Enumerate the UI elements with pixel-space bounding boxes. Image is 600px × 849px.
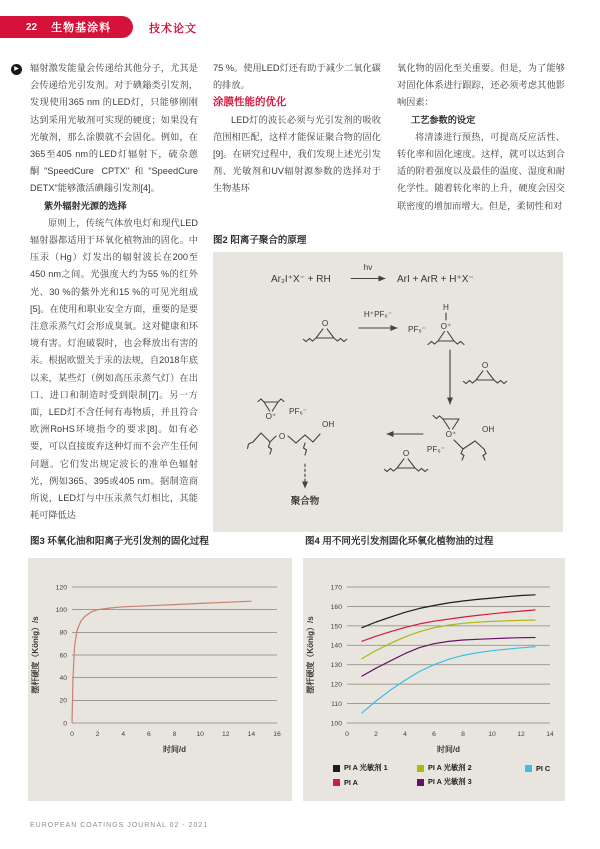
x-tick-label: 4 xyxy=(121,731,126,738)
paragraph: LED灯的波长必须与光引发剂的吸收范围相匹配，这样才能保证聚合物的固化[9]。在研究过程中，我们发现上述光引发剂、光敏剂和UV辐射源参数的选择对于生物基环 xyxy=(213,114,381,194)
y-tick-label: 20 xyxy=(59,697,67,705)
text-column-1 xyxy=(30,60,198,524)
y-tick-label: 100 xyxy=(55,607,67,615)
figure4-legend xyxy=(333,763,558,787)
legend-swatch xyxy=(417,779,424,786)
x-tick-label: 2 xyxy=(374,731,378,738)
paragraph: 辐射激发能量会传递给其他分子，尤其是会传递给光引发剂。对于碘鎓类引发剂，发现使用365 nm 的LED灯，只能够刚刚达到采用光敏剂可实现的硬度；如果没有光敏剂，那么涂膜就不会固化。例如，在365至405 nm的LED灯辐射下，硫杂蒽酮"SpeedCure CPTX"和"SpeedCure DETX"能够激活碘鎓引发剂[4]。 xyxy=(30,63,198,194)
legend-swatch xyxy=(525,765,532,772)
y-tick-label: 80 xyxy=(59,629,67,637)
subheading: 工艺参数的设定 xyxy=(411,114,476,125)
y-tick-label: 170 xyxy=(330,584,342,592)
text-column-3 xyxy=(397,60,565,215)
x-tick-label: 14 xyxy=(247,731,256,738)
protonated-epoxide-structure xyxy=(428,303,464,345)
series-line xyxy=(72,601,251,723)
x-tick-label: 4 xyxy=(403,731,407,738)
x-tick-label: 6 xyxy=(146,731,151,738)
paragraph: 原则上，传统气体放电灯和现代LED辐射器都适用于环氧化植物油的固化。中压汞（Hg）灯发出的辐射波长在200至450 nm之间。光强度大约为55 %的红外光、30 %的紫外光和15 %的可见光组成[5]。在使用和职业安全方面，重要的是要注意汞蒸气灯会形成臭氧。这对健康和环境有害。灯泡破裂时，也会释放出有害的汞。根据欧盟关于汞的法规，自2018年底以来，某些灯（例如高压汞蒸气灯）在出口、进口和制造时受到限制[7]。另一方面，LED灯不含任何有毒物质，并且符合欧洲RoHS环境指令的要求[8]。如有必要，可以直接废弃这种灯而不会产生任何问题。它们发出规定波长的准单色辐射光，例如365、395或405 nm。据制造商所说，LED灯与中压汞蒸气灯相比，其能耗可降低达 xyxy=(30,217,198,521)
y-tick-label: 40 xyxy=(59,675,67,683)
y-axis-label: 摆杆硬度（König）/s xyxy=(31,616,40,694)
y-axis-label: 摆杆硬度（König）/s xyxy=(306,616,315,694)
y-tick-label: 140 xyxy=(330,642,342,650)
legend-label: PI A xyxy=(344,777,358,787)
y-tick-label: 120 xyxy=(330,681,342,689)
section-heading: 涂膜性能的优化 xyxy=(213,96,287,109)
oh-label: OH xyxy=(482,425,495,434)
hpf6-label: H⁺PF₆⁻ xyxy=(363,310,393,319)
header-section-pill xyxy=(0,16,133,38)
y-tick-label: 0 xyxy=(63,720,67,728)
series-line xyxy=(362,638,536,677)
polymer-chain-structure xyxy=(248,399,335,455)
x-tick-label: 14 xyxy=(546,731,554,738)
atom-label-o-plus: O⁺ xyxy=(265,412,277,421)
legend-label: PI C xyxy=(536,763,551,773)
epoxide-structure xyxy=(463,361,507,384)
y-tick-label: 160 xyxy=(330,603,342,611)
y-tick-label: 100 xyxy=(330,720,342,728)
x-tick-label: 6 xyxy=(432,731,436,738)
atom-label-o-plus: O⁺ xyxy=(440,322,452,331)
y-tick-label: 60 xyxy=(59,652,67,660)
article-category: 技术论文 xyxy=(149,23,197,35)
x-tick-label: 2 xyxy=(95,731,100,738)
polymer-label: 聚合物 xyxy=(290,496,320,507)
x-tick-label: 12 xyxy=(221,731,230,738)
x-axis-label: 时间/d xyxy=(162,745,187,754)
figure4-line-chart xyxy=(303,558,565,760)
x-tick-label: 8 xyxy=(172,731,177,738)
equation-right: ArI + ArR + H⁺X⁻ xyxy=(397,274,474,285)
oxonium-intermediate-structure xyxy=(427,416,494,461)
figure3-caption: 图3 环氧化油和阳离子光引发剂的固化过程 xyxy=(30,536,209,547)
pf6-label: PF₆⁻ xyxy=(408,325,427,334)
legend-label: PI A 光敏剂 2 xyxy=(428,763,472,772)
paragraph: 75 %。使用LED灯还有助于减少二氧化碳的排放。 xyxy=(213,63,381,91)
legend-item xyxy=(333,763,417,773)
legend-item xyxy=(417,777,525,787)
y-tick-label: 130 xyxy=(330,662,342,670)
x-tick-label: 10 xyxy=(488,731,496,738)
atom-label-h: H xyxy=(443,303,449,312)
figure3-panel xyxy=(28,558,292,801)
y-tick-label: 110 xyxy=(331,700,342,708)
paragraph: 氧化物的固化至关重要。但是，为了能够对固化体系进行跟踪，还必须考虑其他影响因素： xyxy=(397,63,565,108)
equation-left: Ar₂I⁺X⁻ + RH xyxy=(271,274,331,285)
x-tick-label: 12 xyxy=(517,731,525,738)
figure3-line-chart xyxy=(28,558,292,801)
cationic-polymerization-scheme xyxy=(213,252,563,532)
legend-swatch xyxy=(333,779,340,786)
series-line xyxy=(362,595,536,628)
legend-label: PI A 光敏剂 1 xyxy=(344,763,388,772)
continued-arrow-icon: ▶ xyxy=(11,64,22,75)
text-column-2 xyxy=(213,60,381,198)
pf6-label: PF₆⁻ xyxy=(289,407,308,416)
x-axis-label: 时间/d xyxy=(436,745,461,754)
figure2-caption: 图2 阳离子聚合的原理 xyxy=(213,235,307,246)
epoxide-structure xyxy=(384,449,428,472)
legend-swatch xyxy=(333,765,340,772)
x-tick-label: 0 xyxy=(345,731,349,738)
legend-item xyxy=(417,763,525,773)
legend-label: PI A 光敏剂 3 xyxy=(428,777,472,786)
oh-label: OH xyxy=(322,420,335,429)
y-tick-label: 120 xyxy=(55,584,67,592)
y-tick-label: 150 xyxy=(330,623,342,631)
page-number: 22 xyxy=(26,21,38,33)
hv-label: hv xyxy=(363,263,373,272)
atom-label-o-plus: O⁺ xyxy=(445,430,457,439)
pf6-label: PF₆⁻ xyxy=(426,445,445,454)
x-tick-label: 16 xyxy=(273,731,281,738)
section-title: 生物基涂料 xyxy=(51,22,112,34)
x-tick-label: 0 xyxy=(70,731,74,738)
journal-footer: EUROPEAN COATINGS JOURNAL 02 - 2021 xyxy=(30,822,209,829)
x-tick-label: 8 xyxy=(461,731,465,738)
x-tick-label: 10 xyxy=(196,731,204,738)
legend-swatch xyxy=(417,765,424,772)
subheading: 紫外辐射光源的选择 xyxy=(44,200,127,211)
atom-label-o: O xyxy=(278,432,286,441)
legend-item xyxy=(333,777,417,787)
epoxide-structure xyxy=(303,319,347,342)
legend-item xyxy=(525,763,558,773)
paragraph: 将清漆进行预热，可提高反应活性、转化率和固化速度。这样，就可以达到合适的附着强度以及最佳的温度、湿度和耐化学性。随着转化率的上升，硬度会因交联密度的增加而增大。但是，柔韧性和对 xyxy=(397,131,565,211)
figure4-caption: 图4 用不同光引发剂固化环氧化植物油的过程 xyxy=(305,536,494,547)
figure2-panel xyxy=(213,252,563,532)
